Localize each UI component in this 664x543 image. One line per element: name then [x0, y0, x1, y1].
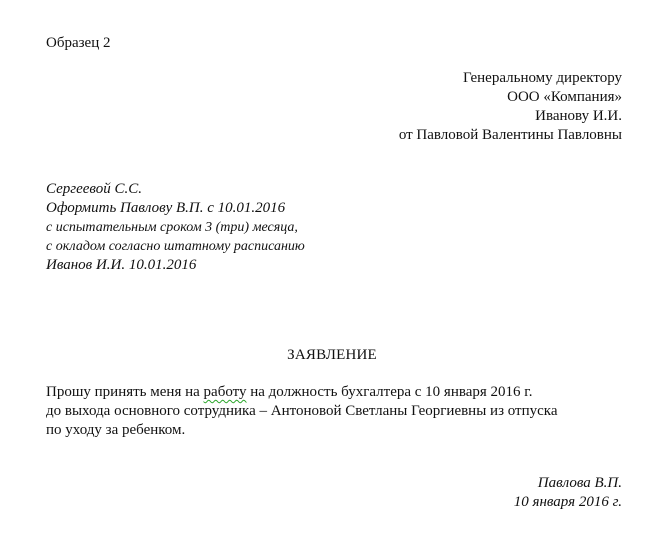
addressee-company: ООО «Компания»	[507, 89, 622, 105]
addressee-position: Генеральному директору	[462, 70, 622, 86]
resolution-signoff: Иванов И.И. 10.01.2016	[46, 257, 197, 273]
body-line-1	[46, 383, 558, 402]
addressee-block	[399, 69, 622, 145]
addressee-name: Иванову И.И.	[535, 108, 622, 124]
application-body	[46, 383, 558, 440]
sample-label: Образец 2	[46, 35, 111, 51]
spellcheck-marked-word: работу	[203, 384, 247, 400]
signature-name: Павлова В.П.	[537, 475, 622, 491]
body-line-2: до выхода основного сотрудника – Антоновой Светланы Георгиевны из отпуска	[46, 403, 558, 419]
body-line-3: по уходу за ребенком.	[46, 422, 186, 438]
resolution-salary: с окладом согласно штатному расписанию	[46, 239, 305, 254]
resolution-order: Оформить Павлову В.П. с 10.01.2016	[46, 200, 286, 216]
resolution-probation: с испытательным сроком 3 (три) месяца,	[46, 220, 298, 235]
resolution-recipient: Сергеевой С.С.	[46, 181, 143, 197]
body-line-1-start: Прошу принять меня на	[46, 384, 204, 400]
signature-date: 10 января 2016 г.	[513, 494, 622, 510]
resolution-block	[46, 180, 305, 275]
applicant-from: от Павловой Валентины Павловны	[398, 127, 622, 143]
document-title: ЗАЯВЛЕНИЕ	[287, 347, 377, 363]
signature-block	[514, 474, 622, 512]
body-line-1-end: на должность бухгалтера с 10 января 2016 г.	[246, 384, 533, 400]
